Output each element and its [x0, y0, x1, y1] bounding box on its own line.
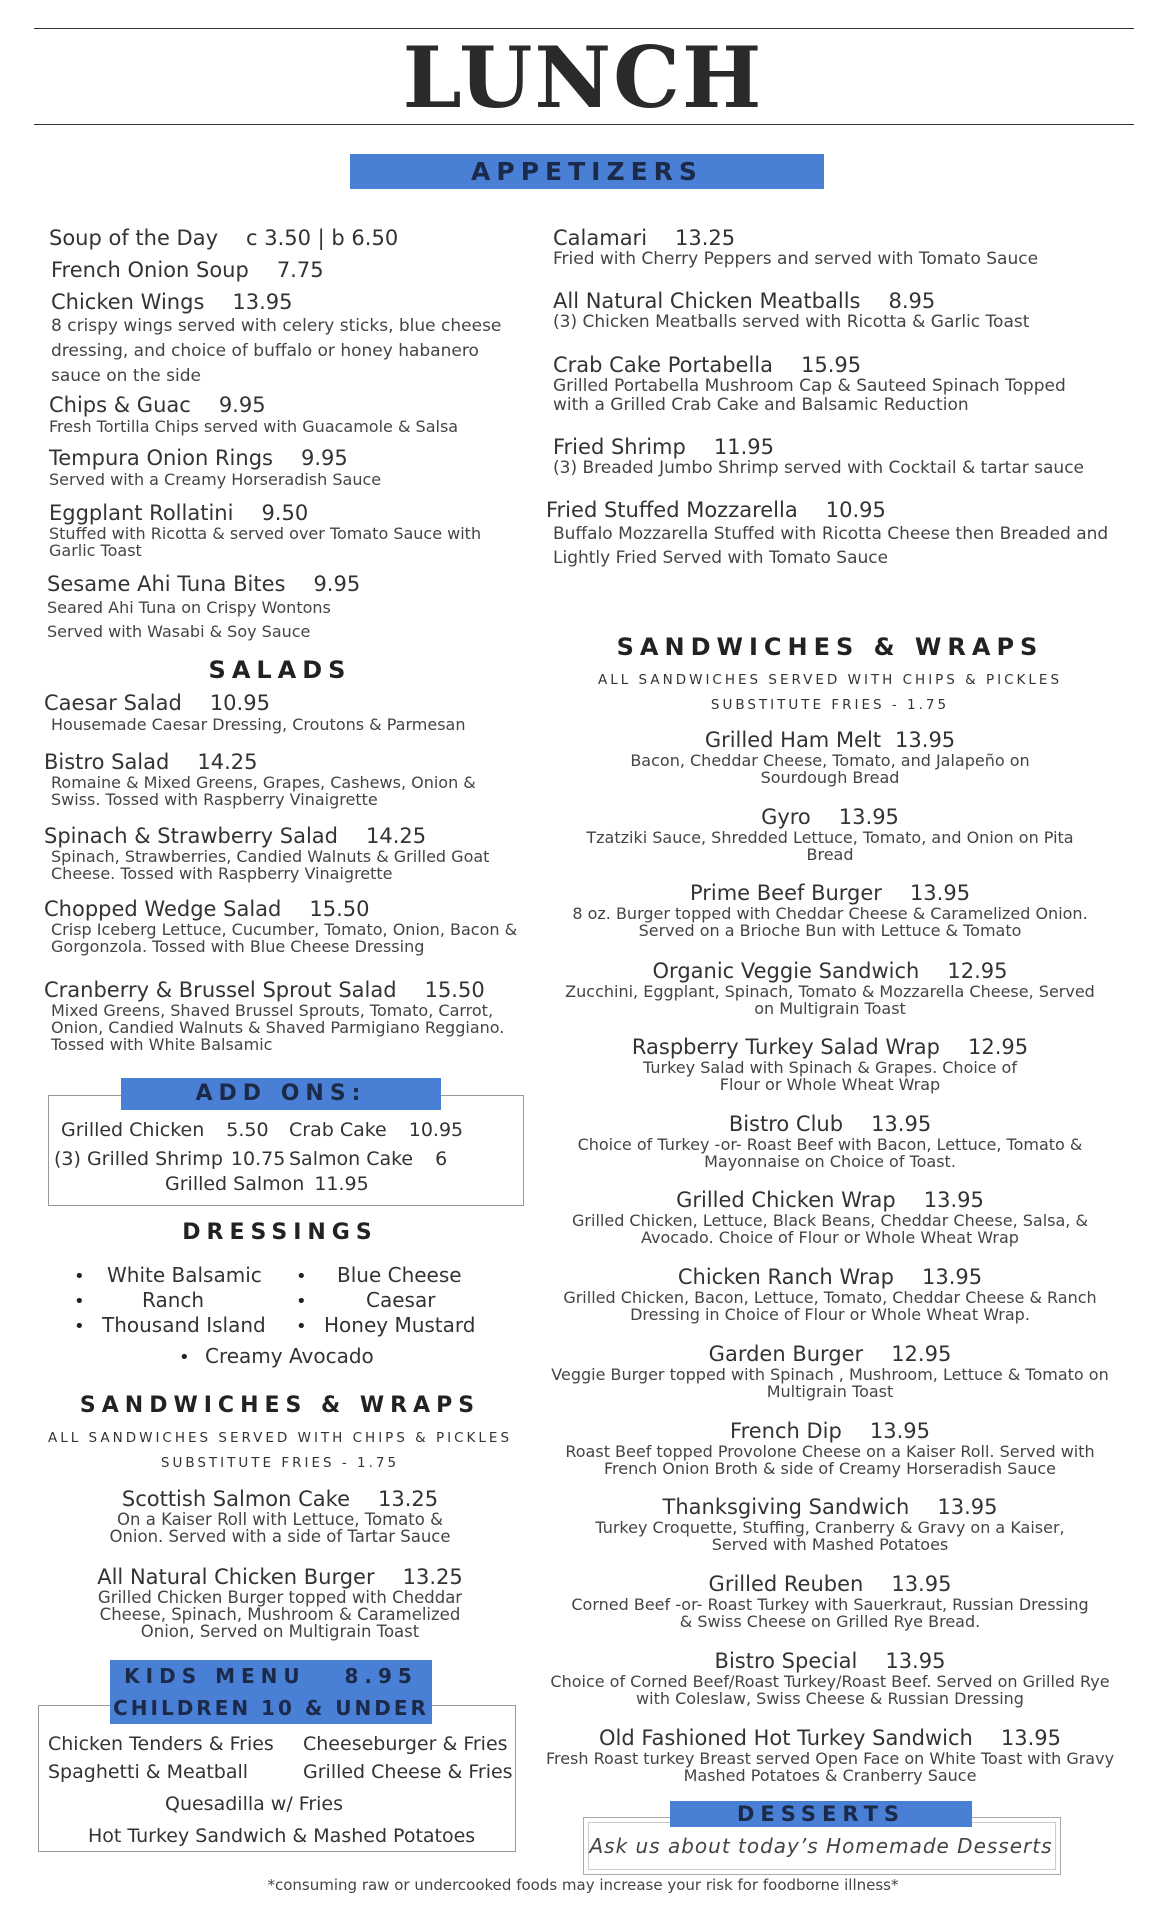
item-price: 13.95: [923, 1188, 984, 1212]
bullet-icon: •: [179, 1347, 190, 1368]
menu-item: [60, 1487, 500, 1545]
item-description: Grilled Chicken Burger topped with Cheddar Cheese, Spinach, Mushroom & Caramelized Onion, Served on Multigrain Toast: [97, 1588, 463, 1641]
menu-item: [44, 750, 524, 808]
bullet-icon: •: [74, 1266, 85, 1287]
menu-item: [60, 1565, 500, 1640]
menu-item: [51, 290, 521, 389]
menu-item: [44, 824, 524, 882]
item-description: Seared Ahi Tuna on Crispy Wontons Served with Wasabi & Soy Sauce: [47, 598, 331, 641]
item-price: c 3.50 | b 6.50: [246, 226, 399, 250]
menu-item: [560, 728, 1100, 786]
item-description: 8 oz. Burger topped with Cheddar Cheese & Caramelized Onion. Served on a Brioche Bun with Lettuce & Tomato: [572, 904, 1088, 940]
menu-item: [550, 881, 1110, 939]
dressing-item: Caesar: [366, 1288, 436, 1312]
addon-item: Salmon Cake 6: [289, 1148, 448, 1170]
item-description: (3) Breaded Jumbo Shrimp served with Cocktail & tartar sauce: [553, 458, 1085, 478]
item-price: 11.95: [713, 435, 774, 459]
item-price: 15.50: [309, 897, 370, 921]
dressings-heading: DRESSINGS: [182, 1220, 378, 1245]
item-name: Crab Cake Portabella: [553, 353, 773, 377]
item-name: Gyro: [761, 805, 811, 829]
item-price: 15.50: [424, 978, 485, 1002]
addon-item: Grilled Salmon 11.95: [165, 1173, 369, 1195]
bullet-icon: •: [74, 1316, 85, 1337]
bullet-icon: •: [296, 1266, 307, 1287]
bullet-icon: •: [74, 1291, 85, 1312]
sandwiches-note: ALL SANDWICHES SERVED WITH CHIPS & PICKLES: [47, 1430, 513, 1446]
addons-heading: ADD ONS:: [121, 1078, 441, 1110]
item-name: Sesame Ahi Tuna Bites: [47, 572, 286, 596]
item-price: 13.95: [838, 805, 899, 829]
item-description: Zucchini, Eggplant, Spinach, Tomato & Mozzarella Cheese, Served on Multigrain Toast: [565, 982, 1095, 1018]
item-price: 9.95: [313, 572, 361, 596]
menu-item: [560, 805, 1100, 863]
menu-item: [540, 1265, 1120, 1323]
item-name: Old Fashioned Hot Turkey Sandwich: [599, 1726, 973, 1750]
menu-item: [553, 353, 1073, 415]
title-rule: [34, 124, 1134, 125]
item-description: Grilled Chicken, Bacon, Lettuce, Tomato, Cheddar Cheese & Ranch Dressing in Choice of Flour or Whole Wheat Wrap.: [563, 1288, 1097, 1324]
item-description: On a Kaiser Roll with Lettuce, Tomato & Onion. Served with a side of Tartar Sauce: [109, 1510, 451, 1546]
item-name: Bistro Salad: [44, 750, 170, 774]
item-name: Fried Shrimp: [553, 435, 686, 459]
kids-item: Grilled Cheese & Fries: [303, 1761, 513, 1783]
footer-disclaimer: *consuming raw or undercooked foods may increase your risk for foodborne illness*: [267, 1876, 899, 1894]
menu-item: [525, 1188, 1135, 1246]
menu-item: [49, 226, 529, 250]
dressing-item: Ranch: [142, 1288, 205, 1312]
item-name: Chips & Guac: [49, 393, 191, 417]
item-price: 9.95: [218, 393, 266, 417]
item-name: Organic Veggie Sandwich: [652, 959, 920, 983]
item-name: Garden Burger: [708, 1342, 864, 1366]
item-name: Grilled Ham Melt: [704, 728, 882, 752]
item-description: Served with a Creamy Horseradish Sauce: [49, 470, 382, 489]
item-name: Scottish Salmon Cake: [121, 1487, 350, 1511]
kids-heading-title: KIDS MENU 8.95: [124, 1664, 418, 1688]
item-price: 13.95: [1000, 1726, 1061, 1750]
item-description: Fresh Tortilla Chips served with Guacamole & Salsa: [49, 417, 459, 436]
item-description: Grilled Chicken, Lettuce, Black Beans, Cheddar Cheese, Salsa, & Avocado. Choice of Flour or Whole Wheat Wrap: [572, 1211, 1088, 1247]
item-name: Grilled Chicken Wrap: [676, 1188, 896, 1212]
page-title: LUNCH: [402, 28, 764, 127]
bullet-icon: •: [296, 1291, 307, 1312]
item-name: Tempura Onion Rings: [49, 446, 273, 470]
item-name: Caesar Salad: [44, 691, 182, 715]
item-price: 15.95: [801, 353, 862, 377]
item-description: Buffalo Mozzarella Stuffed with Ricotta Cheese then Breaded and Lightly Fried Served with Tomato Sauce: [553, 524, 1109, 568]
menu-item: [49, 501, 519, 559]
item-description: Turkey Salad with Spinach & Grapes. Choice of Flour or Whole Wheat Wrap: [643, 1058, 1017, 1094]
item-name: French Dip: [730, 1419, 842, 1443]
item-name: Cranberry & Brussel Sprout Salad: [44, 978, 397, 1002]
item-price: 13.95: [895, 728, 956, 752]
sandwiches-note-right: ALL SANDWICHES SERVED WITH CHIPS & PICKLES: [597, 672, 1063, 688]
item-description: Housemade Caesar Dressing, Croutons & Parmesan: [51, 715, 466, 734]
desserts-heading: DESSERTS: [670, 1801, 972, 1827]
item-price: 13.95: [871, 1112, 932, 1136]
item-price: 14.25: [365, 824, 427, 848]
menu-item: [550, 1112, 1110, 1170]
kids-heading-subtitle: CHILDREN 10 & UNDER: [113, 1696, 429, 1720]
item-description: Veggie Burger topped with Spinach , Mushroom, Lettuce & Tomato on Multigrain Toast: [551, 1365, 1109, 1401]
item-price: 13.25: [402, 1565, 463, 1589]
item-description: Mixed Greens, Shaved Brussel Sprouts, Tomato, Carrot, Onion, Candied Walnuts & Shaved Parmigiano Reggiano. Tossed with White Balsamic: [51, 1001, 505, 1054]
item-name: Grilled Reuben: [708, 1572, 864, 1596]
item-description: Grilled Portabella Mushroom Cap & Sauteed Spinach Topped with a Grilled Crab Cake and Balsamic Reduction: [553, 376, 1066, 415]
item-price: 9.95: [300, 446, 348, 470]
item-description: Fresh Roast turkey Breast served Open Face on White Toast with Gravy Mashed Potatoes & Cranberry Sauce: [545, 1749, 1115, 1785]
kids-item: Spaghetti & Meatball: [48, 1761, 249, 1783]
item-price: 10.95: [825, 498, 886, 522]
item-name: Bistro Special: [714, 1649, 858, 1673]
item-name: Soup of the Day: [49, 226, 219, 250]
item-price: 13.95: [937, 1495, 998, 1519]
item-price: 12.95: [967, 1035, 1029, 1059]
item-description: Spinach, Strawberries, Candied Walnuts & Grilled Goat Cheese. Tossed with Raspberry Vinaigrette: [51, 847, 490, 883]
item-description: Corned Beef -or- Roast Turkey with Sauerkraut, Russian Dressing & Swiss Cheese on Grilled Rye Bread.: [571, 1595, 1089, 1631]
item-description: Bacon, Cheddar Cheese, Tomato, and Jalapeño on Sourdough Bread: [630, 751, 1030, 787]
sandwiches-heading: SANDWICHES & WRAPS: [79, 1393, 481, 1418]
menu-item: [47, 572, 387, 644]
item-price: 8.95: [888, 289, 936, 313]
item-name: Spinach & Strawberry Salad: [44, 824, 338, 848]
menu-item: [49, 446, 529, 489]
kids-item: Cheeseburger & Fries: [303, 1733, 508, 1755]
item-name: Chicken Ranch Wrap: [677, 1265, 895, 1289]
menu-item: [49, 393, 529, 436]
kids-heading: [110, 1660, 432, 1724]
item-description: Romaine & Mixed Greens, Grapes, Cashews, Onion & Swiss. Tossed with Raspberry Vinaigrette: [51, 773, 476, 809]
menu-item: [535, 1419, 1125, 1477]
item-price: 13.95: [885, 1649, 946, 1673]
item-name: Eggplant Rollatini: [49, 501, 234, 525]
item-price: 13.25: [378, 1487, 439, 1511]
desserts-text: Ask us about today’s Homemade Desserts: [589, 1834, 1053, 1858]
menu-item: [51, 258, 531, 282]
item-price: 13.95: [232, 290, 293, 314]
menu-item: [44, 897, 544, 955]
item-price: 9.50: [261, 501, 309, 525]
item-name: Fried Stuffed Mozzarella: [546, 498, 798, 522]
item-description: Choice of Corned Beef/Roast Turkey/Roast Beef. Served on Grilled Rye with Coleslaw, Swiss Cheese & Russian Dressing: [550, 1672, 1110, 1708]
kids-item: Quesadilla w/ Fries: [165, 1793, 344, 1815]
dressing-item: White Balsamic: [107, 1263, 262, 1287]
dressing-item: Creamy Avocado: [205, 1344, 374, 1368]
dressing-item: Thousand Island: [102, 1313, 266, 1337]
item-name: All Natural Chicken Meatballs: [553, 289, 861, 313]
menu-item: [550, 959, 1110, 1017]
sandwiches-note-right: SUBSTITUTE FRIES - 1.75: [710, 697, 950, 713]
item-name: Thanksgiving Sandwich: [662, 1495, 910, 1519]
item-description: Fried with Cherry Peppers and served with Tomato Sauce: [553, 249, 1039, 269]
item-name: Bistro Club: [728, 1112, 844, 1136]
dressing-item: Honey Mustard: [324, 1313, 476, 1337]
item-price: 12.95: [947, 959, 1008, 983]
menu-item: [44, 691, 534, 734]
item-name: All Natural Chicken Burger: [97, 1565, 375, 1589]
bullet-icon: •: [296, 1316, 307, 1337]
menu-item: [525, 1726, 1135, 1784]
item-description: (3) Chicken Meatballs served with Ricotta & Garlic Toast: [553, 312, 1030, 332]
addon-item: Crab Cake 10.95: [289, 1119, 464, 1141]
item-price: 10.95: [209, 691, 270, 715]
kids-item: Hot Turkey Sandwich & Mashed Potatoes: [88, 1825, 476, 1847]
item-price: 12.95: [891, 1342, 952, 1366]
item-description: Tzatziki Sauce, Shredded Lettuce, Tomato, and Onion on Pita Bread: [586, 828, 1074, 864]
item-price: 7.75: [276, 258, 324, 282]
item-price: 14.25: [197, 750, 258, 774]
menu-item: [540, 1342, 1120, 1400]
appetizers-heading: APPETIZERS: [350, 154, 824, 189]
item-price: 13.95: [909, 881, 971, 905]
salads-heading: SALADS: [208, 656, 352, 684]
item-name: Prime Beef Burger: [689, 881, 882, 905]
item-description: Crisp Iceberg Lettuce, Cucumber, Tomato, Onion, Bacon & Gorgonzola. Tossed with Blue Cheese Dressing: [51, 920, 518, 956]
kids-item: Chicken Tenders & Fries: [48, 1733, 274, 1755]
menu-item: [546, 498, 1116, 570]
menu-item: [44, 978, 534, 1053]
item-description: Choice of Turkey -or- Roast Beef with Bacon, Lettuce, Tomato & Mayonnaise on Choice of Toast.: [577, 1135, 1083, 1171]
menu-item: [525, 1649, 1135, 1707]
item-description: Turkey Croquette, Stuffing, Cranberry & Gravy on a Kaiser, Served with Mashed Potatoes: [595, 1518, 1065, 1554]
item-description: Stuffed with Ricotta & served over Tomato Sauce with Garlic Toast: [49, 524, 482, 560]
menu-item: [540, 1495, 1120, 1553]
item-price: 13.95: [869, 1419, 930, 1443]
item-description: Roast Beef topped Provolone Cheese on a Kaiser Roll. Served with French Onion Broth & side of Creamy Horseradish Sauce: [565, 1442, 1095, 1478]
sandwiches-note: SUBSTITUTE FRIES - 1.75: [160, 1455, 400, 1471]
item-price: 13.95: [891, 1572, 952, 1596]
item-name: Chopped Wedge Salad: [44, 897, 282, 921]
dressing-item: Blue Cheese: [337, 1263, 462, 1287]
menu-item: [553, 435, 1113, 478]
sandwiches-heading-right: SANDWICHES & WRAPS: [616, 633, 1044, 661]
menu-item: [553, 226, 1113, 269]
menu-item: [553, 289, 1113, 332]
item-name: Raspberry Turkey Salad Wrap: [631, 1035, 940, 1059]
item-name: French Onion Soup: [51, 258, 249, 282]
addon-item: (3) Grilled Shrimp 10.75: [54, 1148, 286, 1170]
item-name: Chicken Wings: [51, 290, 205, 314]
addon-item: Grilled Chicken 5.50: [61, 1119, 269, 1141]
item-description: 8 crispy wings served with celery sticks, blue cheese dressing, and choice of buffalo or honey habanero sauce on the side: [51, 316, 502, 386]
item-name: Calamari: [553, 226, 648, 250]
item-price: 13.25: [675, 226, 736, 250]
menu-item: [550, 1035, 1110, 1093]
menu-item: [540, 1572, 1120, 1630]
item-price: 13.95: [922, 1265, 983, 1289]
